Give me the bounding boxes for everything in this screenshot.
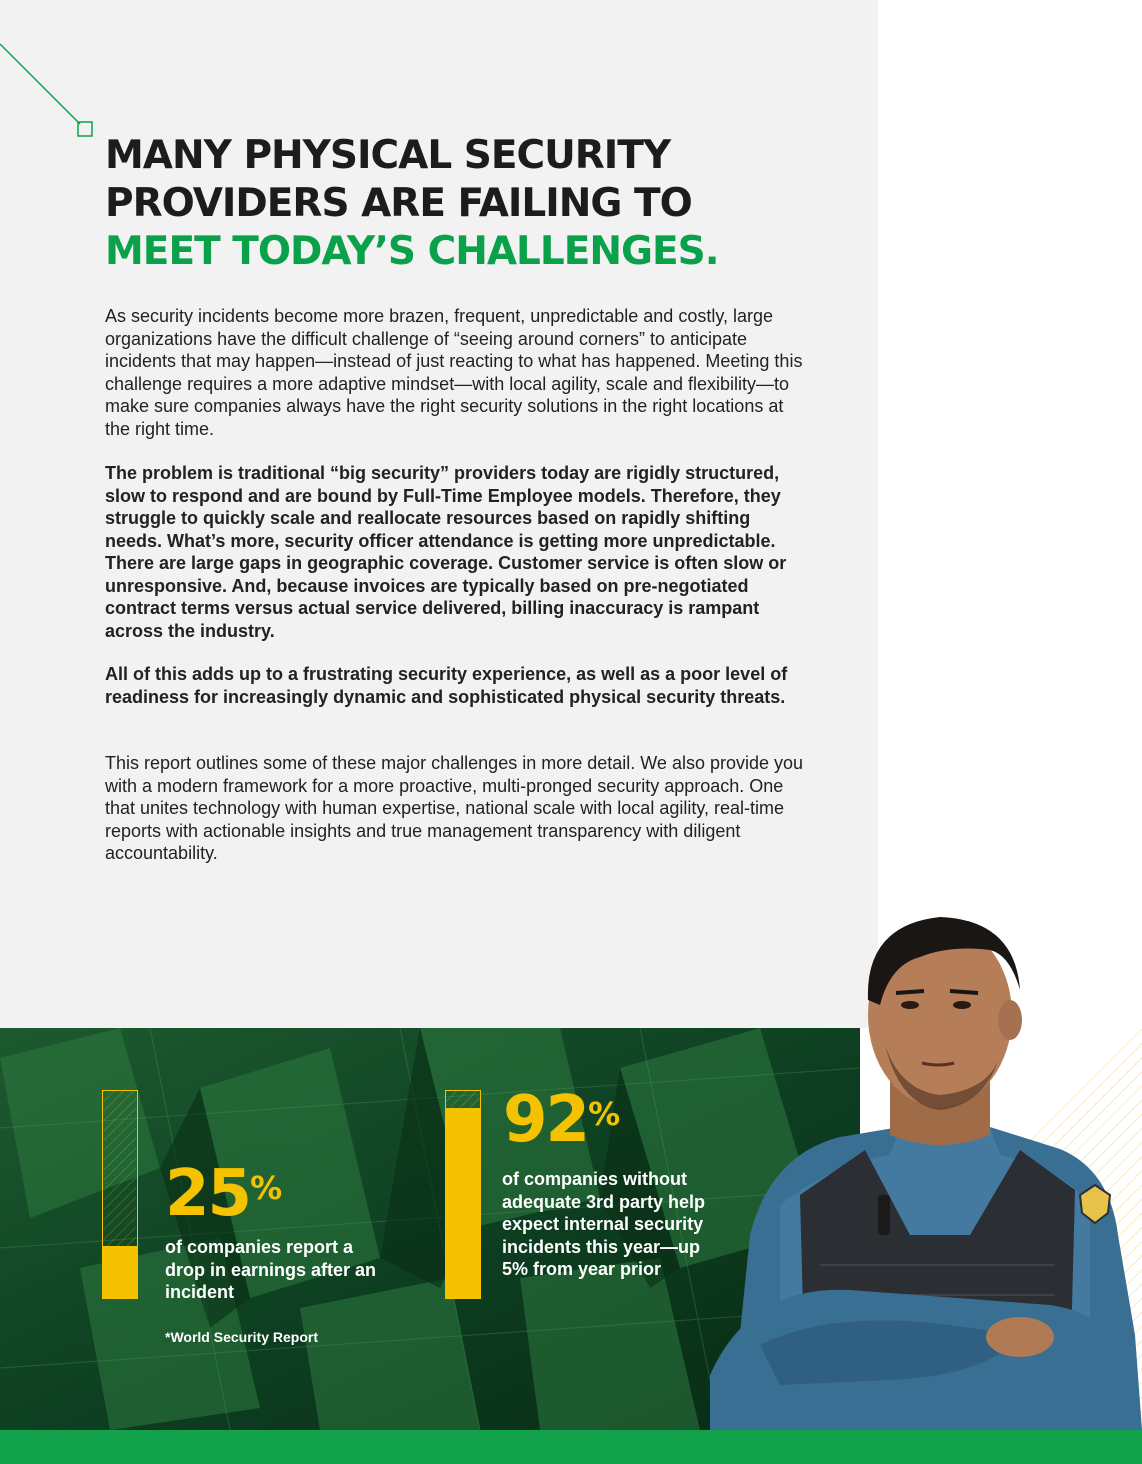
bar-fill [103, 1246, 137, 1298]
bar-fill [446, 1108, 480, 1298]
stat-bar-25 [102, 1090, 138, 1299]
page-headline [105, 132, 805, 276]
headline-highlight: MEET TODAY’S CHALLENGES. [105, 229, 719, 274]
paragraph-intro: As security incidents become more brazen, frequent, unpredictable and costly, large organizations have the difficult challenge of “seeing around corners” to anticipate incidents that may happen—instead of just reacting to what has happened. Meeting this challenge requires a more adaptive mindset—with local agility, scale and flexibility—to make sure companies always have the right security solutions in the right locations at the right time. [105, 306, 803, 439]
headline-line-1: MANY PHYSICAL SECURITY [105, 133, 671, 178]
security-guard-photo [690, 905, 1142, 1430]
stat-description-2: of companies without adequate 3rd party help expect internal security incidents this year—up 5% from year prior [502, 1169, 706, 1279]
headline-line-2: PROVIDERS ARE FAILING TO [105, 181, 692, 226]
paragraph-problem: The problem is traditional “big security” providers today are rigidly structured, slow to respond and are bound by Full-Time Employee models. Therefore, they struggle to quickly scale and reallocate resources based on rapidly shifting needs. What’s more, security officer attendance is getting more unpredictable. There are large gaps in geographic coverage. Customer service is often slow or unresponsive. And, because invoices are typically based on pre-negotiated contract terms versus actual service delivered, billing inaccuracy is rampant across the industry. [105, 463, 787, 641]
paragraph-report-outline: This report outlines some of these major challenges in more detail. We also provide you with a modern framework for a more proactive, multi-pronged security approach. One that unites technology with human expertise, national scale with local agility, real-time reports with actionable insights and true management transparency with diligent accountability. [105, 753, 804, 863]
stat-unit: % [588, 1095, 621, 1133]
bottom-accent-bar [0, 1430, 1142, 1464]
stat-description-1: of companies report a drop in earnings after an incident [165, 1237, 377, 1302]
bar-hatch [446, 1091, 480, 1107]
stat-number: 92 [503, 1083, 589, 1157]
paragraph-summary: All of this adds up to a frustrating security experience, as well as a poor level of readiness for increasingly dynamic and sophisticated physical security threats. [105, 664, 788, 707]
stat-value-2 [503, 1083, 621, 1157]
source-footnote: *World Security Report [165, 1329, 318, 1345]
bar-hatch [103, 1091, 137, 1246]
stat-bar-92 [445, 1090, 481, 1299]
stat-unit: % [250, 1169, 283, 1207]
accent-line-decoration [0, 0, 100, 140]
stat-number: 25 [165, 1157, 251, 1231]
stat-value-1 [165, 1157, 283, 1231]
